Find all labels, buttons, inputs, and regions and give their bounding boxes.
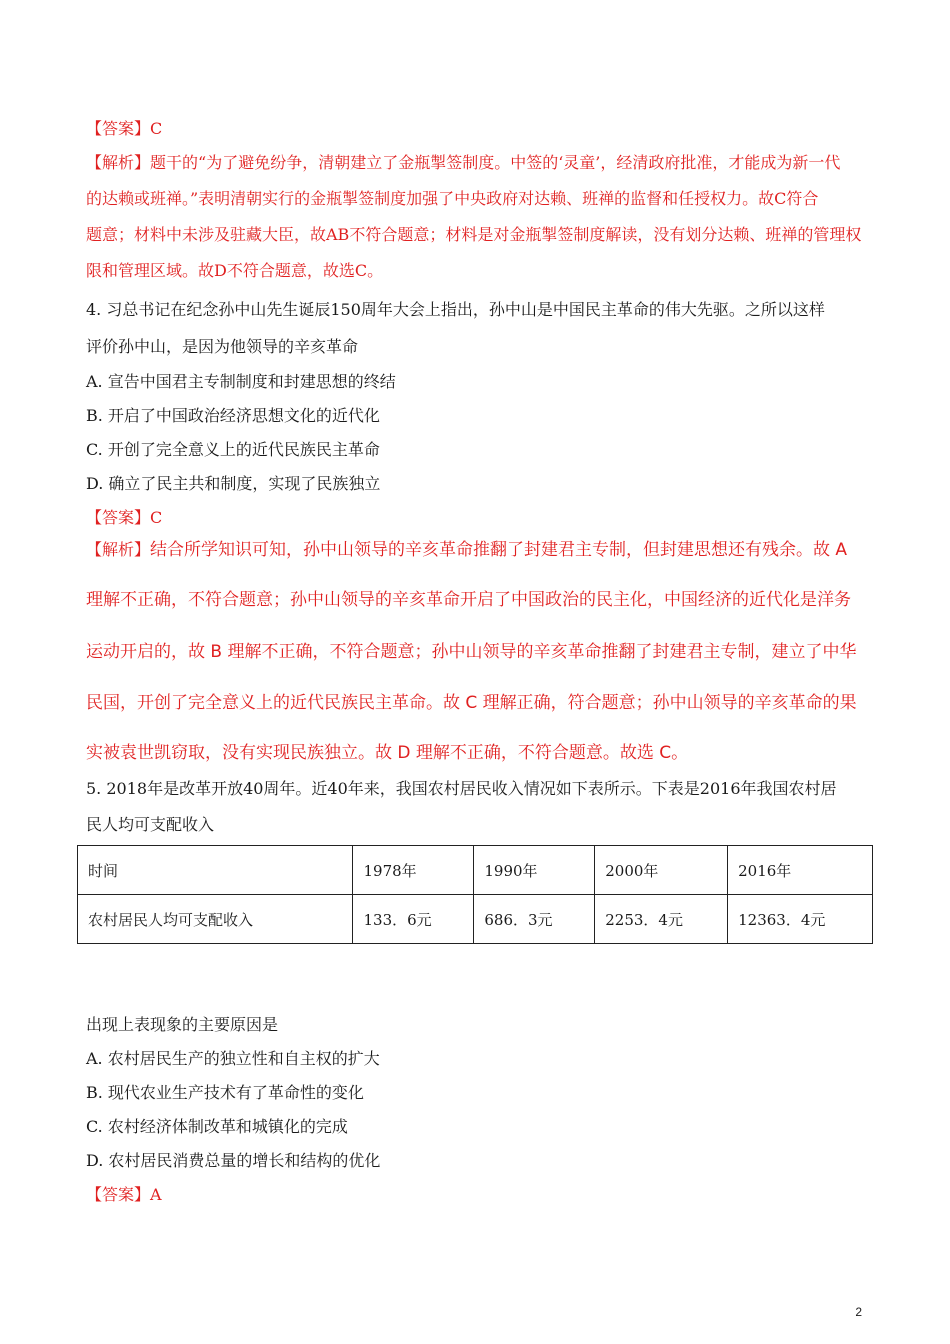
q4-option-b: B. 开启了中国政治经济思想文化的近代化 bbox=[86, 406, 380, 425]
table-cell: 1990年 bbox=[474, 846, 595, 895]
answer-label: 【答案】 bbox=[86, 508, 151, 527]
q3-analysis-line-4: 限和管理区域。故D不符合题意，故选C。 bbox=[86, 261, 384, 280]
table-header-row bbox=[78, 846, 873, 895]
table-cell: 2016年 bbox=[728, 846, 873, 895]
q5-option-b: B. 现代农业生产技术有了革命性的变化 bbox=[86, 1083, 364, 1102]
answer-value: A bbox=[150, 1185, 162, 1204]
income-table bbox=[77, 845, 873, 944]
q3-analysis-line-3: 题意；材料中未涉及驻藏大臣，故AB不符合题意；材料是对金瓶掣签制度解读，没有划分达赖、班禅的管理权 bbox=[86, 225, 862, 244]
table-cell: 12363．4元 bbox=[728, 895, 873, 944]
q4-analysis-line-4: 民国，开创了完全意义上的近代民族民主革命。故 C 理解正确，符合题意；孙中山领导的辛亥革命的果 bbox=[86, 693, 857, 713]
table-cell: 133．6元 bbox=[353, 895, 474, 944]
table-cell: 2000年 bbox=[595, 846, 728, 895]
q4-analysis-line-5: 实被袁世凯窃取，没有实现民族独立。故 D 理解不正确，不符合题意。故选 C。 bbox=[86, 743, 689, 763]
q4-analysis-line-1: 【解析】结合所学知识可知，孙中山领导的辛亥革命推翻了封建君主专制，但封建思想还有残余。故 A bbox=[86, 540, 848, 560]
q4-stem-line-1: 4. 习总书记在纪念孙中山先生诞辰150周年大会上指出，孙中山是中国民主革命的伟大先驱。之所以这样 bbox=[86, 300, 825, 319]
q4-option-a: A. 宣告中国君主专制制度和封建思想的终结 bbox=[86, 372, 396, 391]
analysis-label: 【解析】 bbox=[86, 153, 151, 172]
answer-label: 【答案】 bbox=[86, 1185, 151, 1204]
q5-option-c: C. 农村经济体制改革和城镇化的完成 bbox=[86, 1117, 348, 1136]
answer-label: 【答案】 bbox=[86, 119, 151, 138]
q5-stem-line-2: 民人均可支配收入 bbox=[86, 815, 215, 834]
q5-option-d: D. 农村居民消费总量的增长和结构的优化 bbox=[86, 1151, 381, 1170]
table-cell: 农村居民人均可支配收入 bbox=[78, 895, 353, 944]
q5-question: 出现上表现象的主要原因是 bbox=[86, 1015, 279, 1034]
q4-analysis-line-3: 运动开启的，故 B 理解不正确，不符合题意；孙中山领导的辛亥革命推翻了封建君主专制，建立了中华 bbox=[86, 642, 857, 662]
q5-answer bbox=[86, 1182, 162, 1205]
q4-option-c: C. 开创了完全意义上的近代民族民主革命 bbox=[86, 440, 380, 459]
q5-stem-line-1: 5. 2018年是改革开放40周年。近40年来，我国农村居民收入情况如下表所示。下表是2016年我国农村居 bbox=[86, 779, 837, 798]
analysis-label: 【解析】 bbox=[86, 540, 151, 559]
q4-option-d: D. 确立了民主共和制度，实现了民族独立 bbox=[86, 474, 381, 493]
table-cell: 时间 bbox=[78, 846, 353, 895]
table-cell: 1978年 bbox=[353, 846, 474, 895]
q4-answer bbox=[86, 505, 162, 528]
q3-answer bbox=[86, 116, 162, 139]
table-row bbox=[78, 895, 873, 944]
answer-value: C bbox=[150, 119, 163, 138]
table-cell: 2253．4元 bbox=[595, 895, 728, 944]
q5-option-a: A. 农村居民生产的独立性和自主权的扩大 bbox=[86, 1049, 380, 1068]
answer-value: C bbox=[150, 508, 163, 527]
q4-stem-line-2: 评价孙中山，是因为他领导的辛亥革命 bbox=[86, 337, 359, 356]
q3-analysis-line-2: 的达赖或班禅。”表明清朝实行的金瓶掣签制度加强了中央政府对达赖、班禅的监督和任授权力。故C符合 bbox=[86, 189, 819, 208]
q4-analysis-line-2: 理解不正确，不符合题意；孙中山领导的辛亥革命开启了中国政治的民主化，中国经济的近代化是洋务 bbox=[86, 590, 851, 610]
page-number: 2 bbox=[855, 1305, 862, 1319]
table-cell: 686．3元 bbox=[474, 895, 595, 944]
q3-analysis-line-1: 【解析】题干的“为了避免纷争，清朝建立了金瓶掣签制度。中签的‘灵童’，经清政府批准，才能成为新一代 bbox=[86, 153, 841, 172]
